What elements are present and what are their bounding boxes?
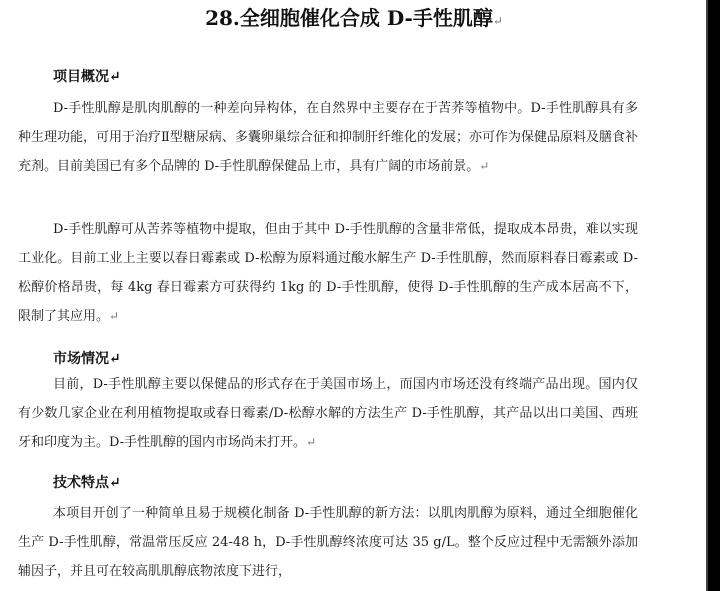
- heading-text: 市场情况: [53, 351, 109, 367]
- heading-text: 项目概况: [53, 69, 109, 85]
- paragraph-market-1: [18, 370, 638, 457]
- paragraph-mark-icon: ↵: [109, 309, 120, 323]
- heading-text: 技术特点: [53, 475, 109, 491]
- paragraph-mark-icon: ↵: [479, 159, 490, 173]
- paragraph-mark-icon: ↵: [109, 475, 121, 491]
- paragraph-mark-icon: ↵: [306, 435, 317, 449]
- title-text: 28.全细胞催化合成 D-手性肌醇: [205, 6, 493, 30]
- page-edge-shadow: [706, 0, 708, 591]
- paragraph-text: D-手性肌醇可从苦荞等植物中提取，但由于其中 D-手性肌醇的含量非常低，提取成本昂贵，难以实现工业化。目前工业上主要以春日霉素或 D-松醇为原料通过酸水解生产 D-手性肌醇，然而原料春日霉素或 D-松醇价格昂贵，每 4kg 春日霉素方可获得约 1kg 的 D-手性肌醇，使得 D-手性肌醇的生产成本居高不下，限制了其应用。: [18, 222, 638, 324]
- paragraph-mark-icon: ↵: [492, 14, 503, 28]
- paragraph-mark-icon: ↵: [109, 351, 121, 367]
- paragraph-overview-2: [18, 215, 638, 331]
- section-heading-overview: [53, 68, 121, 86]
- paragraph-text: 目前，D-手性肌醇主要以保健品的形式存在于美国市场上，而国内市场还没有终端产品出现。国内仅有少数几家企业在利用植物提取或春日霉素/D-松醇水解的方法生产 D-手性肌醇，其产品以出口美国、西班牙和印度为主。D-手性肌醇的国内市场尚未打开。: [18, 377, 638, 450]
- section-heading-market: [53, 350, 121, 368]
- paragraph-text: 本项目开创了一种简单且易于规模化制备 D-手性肌醇的新方法：以肌肉肌醇为原料，通过全细胞催化生产 D-手性肌醇，常温常压反应 24-48 h，D-手性肌醇终浓度可达 35 g/L。整个反应过程中无需额外添加辅因子，并且可在较高肌肌醇底物浓度下进行，: [18, 506, 638, 579]
- paragraph-technology-1: [18, 499, 638, 586]
- document-title: [0, 4, 708, 35]
- paragraph-overview-1: [18, 94, 638, 181]
- paragraph-mark-icon: ↵: [109, 69, 121, 85]
- paragraph-text: D-手性肌醇是肌肉肌醇的一种差向异构体，在自然界中主要存在于苦荞等植物中。D-手性肌醇具有多种生理功能，可用于治疗Ⅱ型糖尿病、多囊卵巢综合征和抑制肝纤维化的发展；亦可作为保健品原料及膳食补充剂。目前美国已有多个品牌的 D-手性肌醇保健品上市，具有广阔的市场前景。: [18, 101, 638, 174]
- section-heading-technology: [53, 474, 121, 492]
